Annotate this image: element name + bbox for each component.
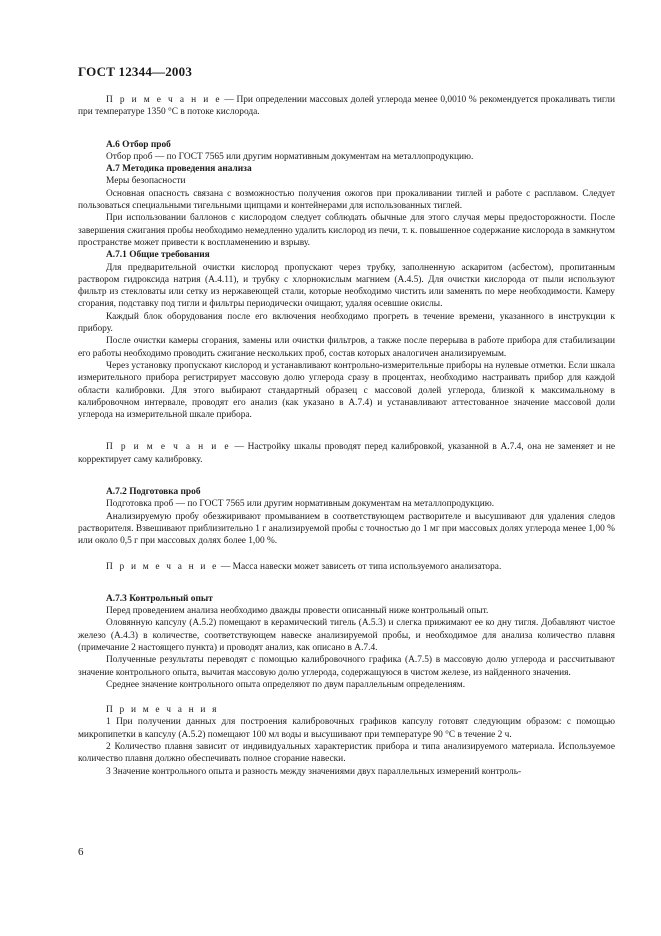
paragraph: Подготовка проб — по ГОСТ 7565 или другим нормативным документам на металлопродукцию.: [106, 499, 495, 510]
note-label: П р и м е ч а н и е: [106, 95, 222, 105]
section-a73-heading: А.7.3 Контрольный опыт: [106, 593, 213, 604]
section-a71-heading: А.7.1 Общие требования: [106, 250, 210, 261]
note-item-1: 1 При получении данных для построения калибровочных графиков капсулу готовят следующим образом: с помощью микропипетки в капсулу (А.5.2) помещают 100 мл воды и высушивают при температуре 90 °С в течение 2 ч.: [78, 717, 615, 740]
paragraph: Оловянную капсулу (А.5.2) помещают в керамический тигель (А.5.3) и слегка прижимают ее ко дну тигля. Добавляют чистое железо (А.4.3) в количестве, соответствующем навеске анализируемой пробы, и необходимое для анализа количество плавня (примечание 2 настоящего пункта) и проводят анализ, как описано в А.7.4.: [78, 618, 615, 653]
paragraph: Основная опасность связана с возможностью получения ожогов при прокаливании тиглей и работе с расплавом. Следует пользоваться специальными тигельными щипцами и контейнерами для использованных тиглей.: [78, 188, 615, 212]
paragraph: Полученные результаты переводят с помощью калибровочного графика (А.7.5) в массовую долю углерода и рассчитывают значение контрольного опыта, вычитая массовую долю углерода, содержащуюся в чистом железе, из найденного значения.: [78, 655, 615, 678]
paragraph: Для предварительной очистки кислород пропускают через трубку, заполненную аскаритом (асбестом), пропитанным раствором гидроксида натрия (А.4.11), и трубку с хлорнокислым магнием (А.4.5). Для очистки кислорода от пыли используют фильтр из стекловаты или сетку из нержавеющей стали, которые необходимо чистить или заменять по мере необходимости. Камеру сгорания, подставку под тигли и фильтры периодически очищают, удаляя осевшие окислы.: [78, 262, 615, 310]
note-item-3: 3 Значение контрольного опыта и разность между значениями двух параллельных измерений контроль-: [106, 766, 522, 777]
note-item-2: 2 Количество плавня зависит от индивидуальных характеристик прибора и типа анализируемого материала. Используемое количество плавня должно обеспечивать полное сгорание навески.: [78, 742, 615, 765]
section-a72-heading: А.7.2 Подготовка проб: [106, 487, 201, 498]
note-label: П р и м е ч а н и е: [106, 442, 231, 453]
note-2: П р и м е ч а н и е — Настройку шкалы проводят перед калибровкой, указанной в А.7.4, она не заменяет и не корректирует саму калибровку.: [78, 442, 615, 465]
note-3: П р и м е ч а н и е — Масса навески может зависеть от типа используемого анализатора.: [106, 561, 502, 572]
paragraph: Перед проведением анализа необходимо дважды провести описанный ниже контрольный опыт.: [106, 606, 489, 617]
paragraph: Среднее значение контрольного опыта определяют по двум параллельным определениям.: [106, 679, 466, 690]
note-1: П р и м е ч а н и е — При определении массовых долей углерода менее 0,0010 % рекомендуется прокаливать тигли при температуре 1350 °С в потоке кислорода.: [78, 95, 615, 118]
note-label: П р и м е ч а н и е: [106, 561, 219, 572]
paragraph: При использовании баллонов с кислородом следует соблюдать обычные для этого случая меры предосторожности. После завершения сжигания пробы необходимо немедленно удалить кислород из печи, т. к. повышенное содержание кислорода в замкнутом пространстве может привести к воспламенению и взрыву.: [78, 213, 615, 248]
paragraph: Отбор проб — по ГОСТ 7565 или другим нормативным документам на металлопродукцию.: [106, 151, 474, 162]
notes-heading: П р и м е ч а н и я: [106, 705, 219, 716]
section-a7-heading: А.7 Методика проведения анализа: [106, 164, 252, 175]
section-a6-heading: А.6 Отбор проб: [106, 139, 171, 150]
page-number: 6: [78, 846, 84, 858]
document-code: ГОСТ 12344—2003: [78, 64, 193, 79]
subheading-safety: Меры безопасности: [106, 176, 186, 187]
paragraph: Каждый блок оборудования после его включения необходимо прогреть в течение времени, указанного в инструкции к прибору.: [78, 311, 615, 335]
paragraph: Через установку пропускают кислород и устанавливают контрольно-измерительные приборы на нулевые отметки. Если шкала измерительного прибора регистрирует массовую долю углерода сразу в процентах, необходимо настраивать прибор для каждой области калибровки. Для этого выбирают стандартный образец с массовой долей углерода, близкой к максимальному в калибровочном интервале, проводят его анализ (как указано в А.7.4) и устанавливают аттестованное значение массовой доли углерода на измерительной шкале прибора.: [78, 360, 615, 421]
paragraph: Анализируемую пробу обезжиривают промыванием в соответствующем растворителе и высушивают для удаления следов растворителя. Взвешивают приблизительно 1 г анализируемой пробы с точностью до 1 мг при массовых долях углерода менее 1,00 % или около 0,5 г при массовых долях более 1,00 %.: [78, 511, 615, 547]
document-body: [78, 94, 615, 778]
paragraph: После очистки камеры сгорания, замены или очистки фильтров, а также после перерыва в работе прибора для стабилизации его работы необходимо проводить сжигание нескольких проб, состав которых аналогичен анализируемым.: [78, 336, 615, 359]
